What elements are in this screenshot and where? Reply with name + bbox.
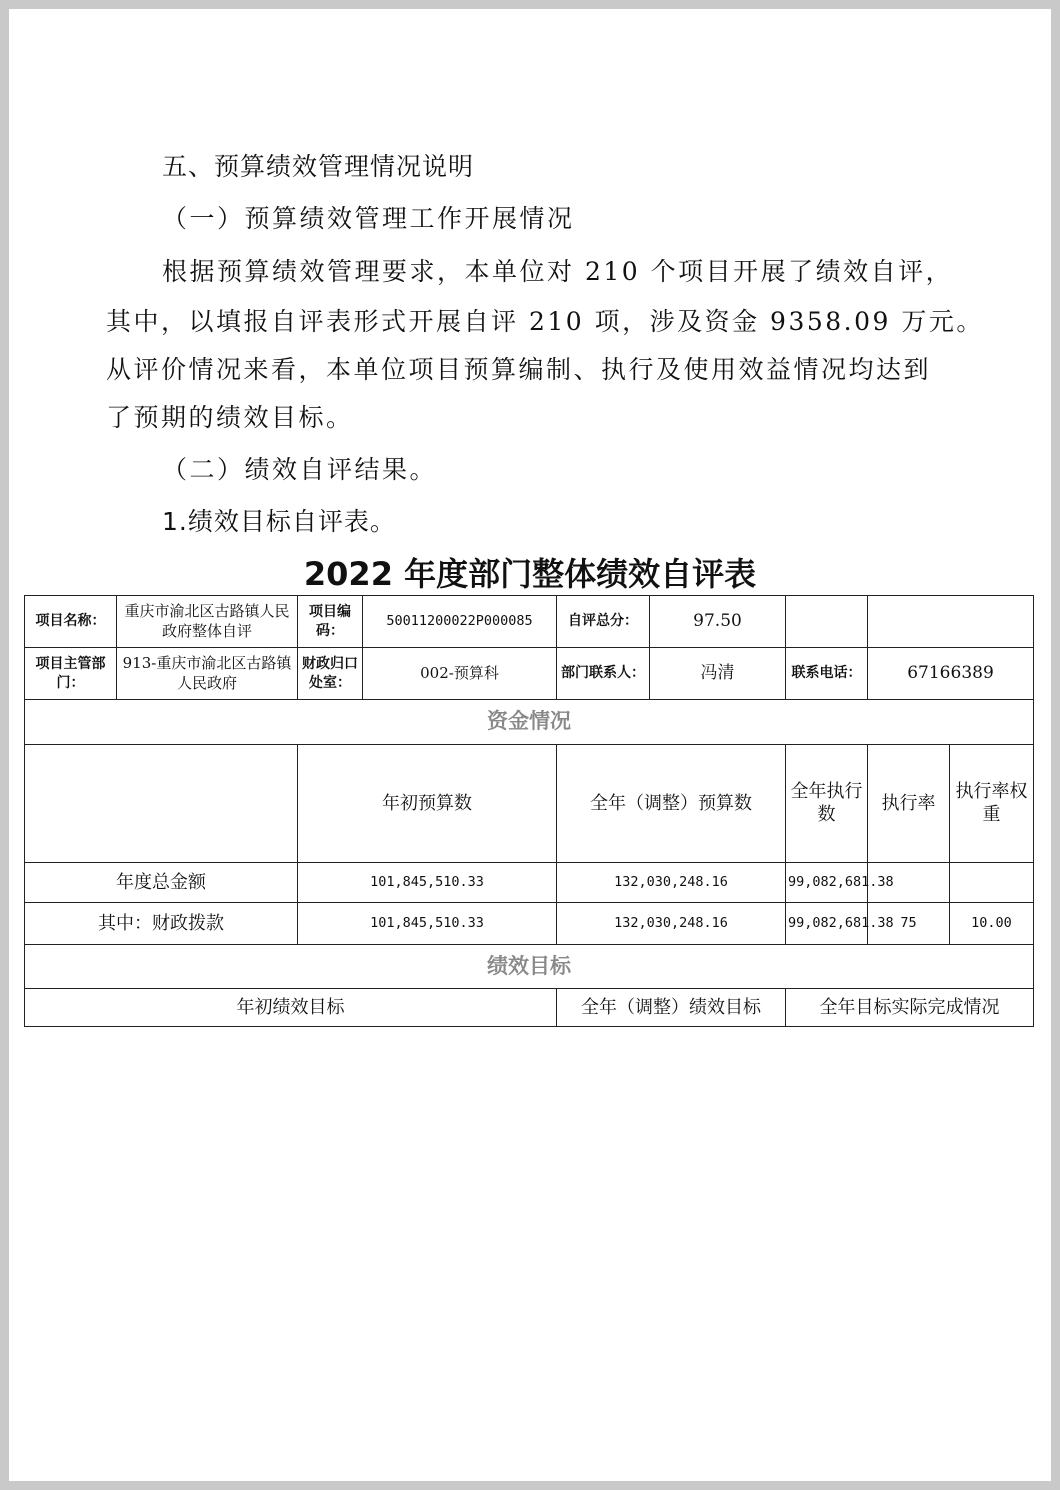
project-code-value: 50011200022P000085 — [363, 596, 557, 648]
finance-office-value: 002-预算科 — [363, 648, 557, 700]
dept-value: 913-重庆市渝北区古路镇人民政府 — [117, 648, 298, 700]
empty-cell — [868, 596, 1034, 648]
score-value: 97.50 — [650, 596, 786, 648]
funds-row-label: 其中：财政拨款 — [25, 902, 298, 944]
performance-section-header: 绩效目标 — [25, 944, 1034, 988]
table-row — [25, 862, 1034, 902]
finance-office-label: 财政归口处室： — [298, 648, 363, 700]
paragraph-line-3: 从评价情况来看，本单位项目预算编制、执行及使用效益情况均达到 — [106, 355, 932, 384]
table-title: 2022 年度部门整体绩效自评表 — [303, 555, 757, 593]
table-row — [25, 648, 1034, 700]
funds-col-header — [25, 745, 298, 863]
funds-cell: 101,845,510.33 — [298, 862, 557, 902]
funds-col-header: 全年执行数 — [786, 745, 868, 863]
subheading-1: （一）预算绩效管理工作开展情况 — [162, 204, 575, 233]
score-label: 自评总分： — [557, 596, 650, 648]
funds-section-header: 资金情况 — [25, 700, 1034, 745]
paragraph-line-4: 了预期的绩效目标。 — [106, 403, 354, 432]
contact-value: 冯清 — [650, 648, 786, 700]
funds-col-header: 执行率权重 — [950, 745, 1034, 863]
table-row — [25, 988, 1034, 1026]
contact-label: 部门联系人： — [557, 648, 650, 700]
subheading-3: 1.绩效目标自评表。 — [162, 507, 396, 536]
funds-cell: 132,030,248.16 — [557, 862, 786, 902]
funds-col-header: 执行率 — [868, 745, 950, 863]
document-page — [9, 9, 1051, 1481]
performance-col-header: 全年目标实际完成情况 — [786, 988, 1034, 1026]
phone-label: 联系电话： — [786, 648, 868, 700]
performance-col-header: 年初绩效目标 — [25, 988, 557, 1026]
funds-cell: 99,082,681.38 — [786, 902, 868, 944]
paragraph-line-2: 其中，以填报自评表形式开展自评 210 项，涉及资金 9358.09 万元。 — [106, 307, 984, 336]
funds-col-header: 全年（调整）预算数 — [557, 745, 786, 863]
table-row — [25, 745, 1034, 863]
funds-cell: 101,845,510.33 — [298, 902, 557, 944]
performance-col-header: 全年（调整）绩效目标 — [557, 988, 786, 1026]
project-name-value: 重庆市渝北区古路镇人民政府整体自评 — [117, 596, 298, 648]
funds-col-header: 年初预算数 — [298, 745, 557, 863]
subheading-2: （二）绩效自评结果。 — [162, 455, 438, 484]
phone-value: 67166389 — [868, 648, 1034, 700]
dept-label: 项目主管部门： — [25, 648, 117, 700]
section-heading: 五、预算绩效管理情况说明 — [162, 152, 475, 181]
funds-cell: 132,030,248.16 — [557, 902, 786, 944]
table-row — [25, 944, 1034, 988]
funds-row-label: 年度总金额 — [25, 862, 298, 902]
funds-cell — [950, 862, 1034, 902]
table-row — [25, 700, 1034, 745]
table-row — [25, 902, 1034, 944]
funds-cell: 99,082,681.38 — [786, 862, 868, 902]
project-code-label: 项目编码： — [298, 596, 363, 648]
funds-cell: 10.00 — [950, 902, 1034, 944]
self-evaluation-table — [24, 595, 1034, 1027]
project-name-label: 项目名称： — [25, 596, 117, 648]
empty-cell — [786, 596, 868, 648]
paragraph-line-1: 根据预算绩效管理要求，本单位对 210 个项目开展了绩效自评， — [162, 257, 954, 286]
funds-cell: 75 — [868, 902, 950, 944]
table-row — [25, 596, 1034, 648]
